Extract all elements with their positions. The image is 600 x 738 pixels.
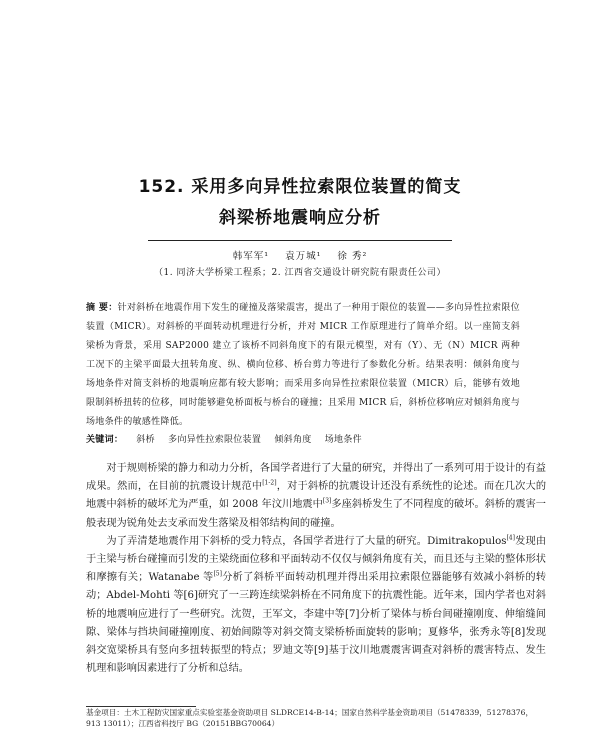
- keywords: [86, 432, 520, 445]
- paper-title-line-1: 152. 采用多向异性拉索限位装置的简支: [138, 177, 462, 197]
- citation: [3]: [322, 498, 332, 506]
- keyword: 场地条件: [324, 435, 362, 445]
- title-divider: [148, 240, 452, 241]
- body-paragraph: 为了弄清楚地震作用下斜桥的受力特点，各国学者进行了大量的研究。Dimitrakopulos[4]发现由于主梁与桥台碰撞而引发的主梁绕面位移和平面转动不仅仅与倾斜角度有关，而且还与主梁的整体形状和摩擦有关；Watanabe 等[5]分析了斜桥平面转动机理并得出采用拉索限位器能够有效减小斜桥的转动；Abdel-Mohti 等[6]研究了一三跨连续梁斜桥在不同角度下的抗震性能。近年来，国内学者也对斜桥的地震响应进行了一些研究。沈贺，王军文，李建中等[7]分析了梁体与桥台间碰撞刚度、伸缩缝间隙、梁体与挡块间碰撞刚度、初始间隙等对斜交简支梁桥桥面旋转的影响；夏修华，张秀永等[8]发现斜交宽梁桥具有竖向多扭转振型的特点；罗迪文等[9]基于汶川地震震害调查对斜桥的震害特点、发生机理和影响因素进行了分析和总结。: [86, 534, 547, 675]
- abstract: [86, 299, 520, 432]
- body-paragraph: 对于规则桥梁的静力和动力分析，各国学者进行了大量的研究，并得出了一系列可用于设计的有益成果。然而，在目前的抗震设计规范中[1-2]，对于斜桥的抗震设计还没有系统性的论述。而在几次大的地震中斜桥的破坏尤为严重，如 2008 年汶川地震中[3]多座斜桥发生了不同程度的破坏。斜桥的震害一般表现为锐角处去支承而发生落梁及相邻结构间的碰撞。: [86, 463, 547, 529]
- citation: [4]: [506, 534, 515, 542]
- author-list: [40, 248, 560, 262]
- funding-note: 基金项目：土木工程防灾国家重点实验室基金资助项目 SLDRCE14-B-14；国家自然科学基金资助项目（51478339，51278376，913 13011）；江西省科技厅 BG（20151BBG70064）: [86, 708, 534, 728]
- author-name: 徐 秀²: [337, 251, 368, 262]
- body-text: [86, 460, 546, 678]
- citation: [5]: [213, 570, 222, 578]
- abstract-label: 摘 要：: [86, 303, 118, 313]
- keyword: 倾斜角度: [274, 435, 312, 445]
- affiliation: （1. 同济大学桥梁工程系；2. 江西省交通设计研究院有限责任公司）: [154, 268, 446, 278]
- abstract-text: 针对斜桥在地震作用下发生的碰撞及落梁震害，提出了一种用于限位的装置——多向异性拉索限位装置（MICR）。对斜桥的平面转动机理进行分析，并对 MICR 工作原理进行了简单介绍。以一座简支斜梁桥为背景，采用 SAP2000 建立了该桥不同斜角度下的有限元模型，对有（Y）、无（N）MICR 两种工况下的主梁平面最大扭转角度、纵、横向位移、桥台剪力等进行了参数化分析。结果表明：倾斜角度与场地条件对简支斜桥的地震响应都有较大影响；而采用多向异性拉索限位装置（MICR）后，能够有效地限制斜桥扭转的位移，同时能够避免桥面板与桥台的碰撞；且采用 MICR 后，斜桥位移响应对倾斜角度与场地条件的敏感性降低。: [86, 303, 520, 427]
- author-name: 袁万城¹: [285, 251, 322, 262]
- paper-title-line-2: 斜梁桥地震响应分析: [219, 208, 381, 228]
- footnote: [86, 707, 546, 729]
- author-name: 韩军军¹: [232, 251, 270, 262]
- keyword: 斜桥: [136, 435, 155, 445]
- citation: [1-2]: [262, 479, 277, 487]
- keyword: 多向异性拉索限位装置: [168, 435, 262, 445]
- keywords-label: 关键词：: [86, 435, 124, 445]
